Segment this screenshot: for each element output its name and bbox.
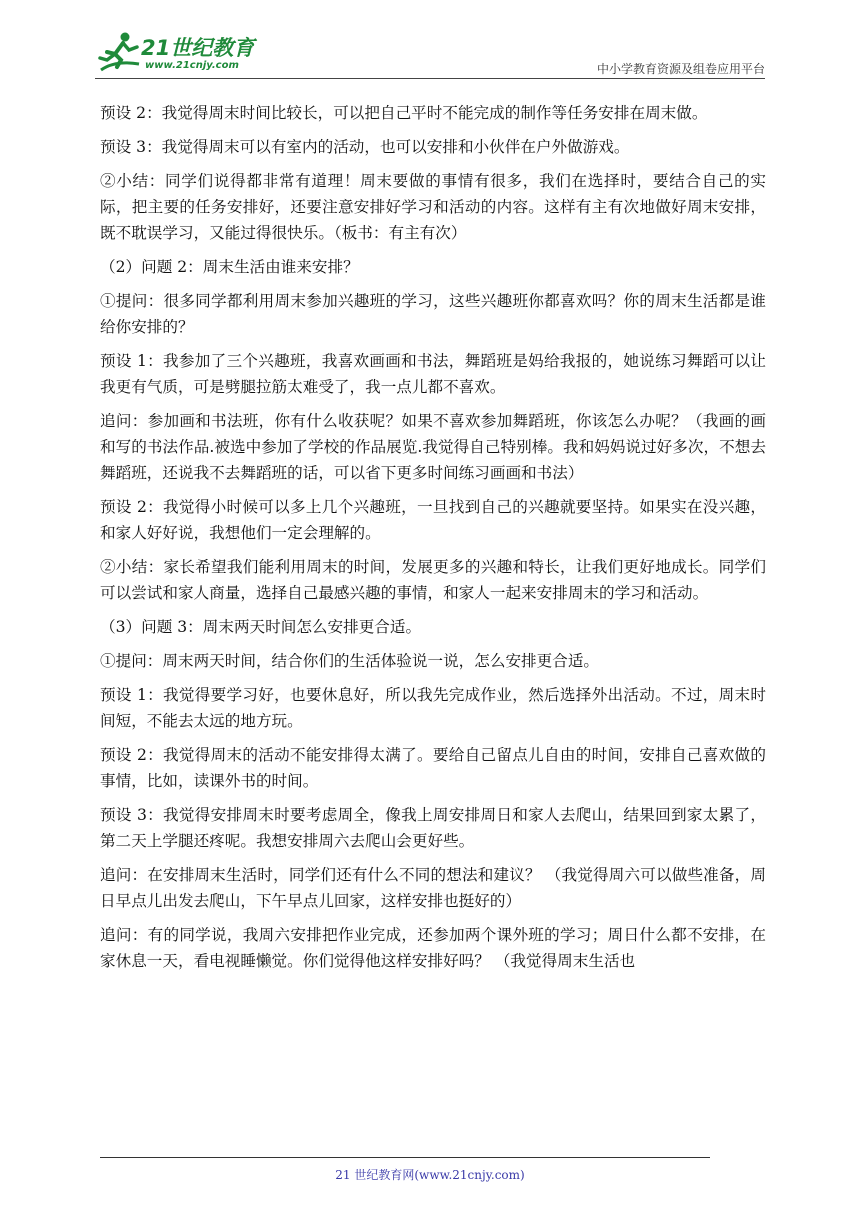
header-divider	[95, 78, 765, 79]
paragraph: ②小结：同学们说得都非常有道理！周末要做的事情有很多，我们在选择时，要结合自己的实际，把主要的任务安排好，还要注意安排好学习和活动的内容。这样有主有次地做好周末安排，既不耽误学习，又能过得很快乐。（板书：有主有次）	[100, 172, 766, 242]
paragraph: 追问：参加画和书法班，你有什么收获呢？如果不喜欢参加舞蹈班，你该怎么办呢？（我画的画和写的书法作品.被选中参加了学校的作品展览.我觉得自己特别棒。我和妈妈说过好多次，不想去舞蹈班，还说我不去舞蹈班的话，可以省下更多时间练习画画和书法）	[100, 412, 766, 482]
page-header	[95, 30, 765, 80]
paragraph: 预设 2：我觉得周末的活动不能安排得太满了。要给自己留点儿自由的时间，安排自己喜欢做的事情，比如，读课外书的时间。	[100, 746, 766, 790]
logo-text: 21世纪教育	[141, 36, 255, 60]
paragraph: 预设 1：我觉得要学习好，也要休息好，所以我先完成作业，然后选择外出活动。不过，周末时间短，不能去太远的地方玩。	[100, 686, 766, 730]
footer-link[interactable]: 21 世纪教育网(www.21cnjy.com)	[335, 1168, 525, 1182]
paragraph: ①提问：周末两天时间，结合你们的生活体验说一说，怎么安排更合适。	[100, 652, 600, 670]
paragraph: ①提问：很多同学都利用周末参加兴趣班的学习，这些兴趣班你都喜欢吗？你的周末生活都是谁给你安排的？	[100, 292, 766, 336]
document-body	[100, 100, 766, 982]
logo-url: www.21cnjy.com	[145, 60, 239, 71]
footer-divider	[100, 1157, 710, 1158]
paragraph: 追问：在安排周末生活时，同学们还有什么不同的想法和建议？ （我觉得周六可以做些准备，周日早点儿出发去爬山，下午早点儿回家，这样安排也挺好的）	[100, 866, 766, 910]
platform-title: 中小学教育资源及组卷应用平台	[596, 62, 765, 76]
paragraph: ②小结：家长希望我们能利用周末的时间，发展更多的兴趣和特长，让我们更好地成长。同学们可以尝试和家人商量，选择自己最感兴趣的事情，和家人一起来安排周末的学习和活动。	[100, 558, 766, 602]
paragraph: 预设 3：我觉得安排周末时要考虑周全，像我上周安排周日和家人去爬山，结果回到家太累了，第二天上学腿还疼呢。我想安排周六去爬山会更好些。	[100, 806, 766, 850]
paragraph: 追问：有的同学说，我周六安排把作业完成，还参加两个课外班的学习；周日什么都不安排，在家休息一天，看电视睡懒觉。你们觉得他这样安排好吗？ （我觉得周末生活也	[100, 926, 766, 970]
paragraph: 预设 2：我觉得小时候可以多上几个兴趣班，一旦找到自己的兴趣就要坚持。如果实在没兴趣，和家人好好说，我想他们一定会理解的。	[100, 498, 766, 542]
paragraph: 预设 2：我觉得周末时间比较长，可以把自己平时不能完成的制作等任务安排在周末做。	[100, 104, 708, 122]
paragraph: （3）问题 3：周末两天时间怎么安排更合适。	[100, 618, 422, 636]
site-logo[interactable]	[95, 30, 265, 76]
runner-logo-icon	[95, 30, 143, 76]
paragraph: 预设 3：我觉得周末可以有室内的活动，也可以安排和小伙伴在户外做游戏。	[100, 138, 630, 156]
paragraph: （2）问题 2：周末生活由谁来安排？	[100, 258, 359, 276]
paragraph: 预设 1：我参加了三个兴趣班，我喜欢画画和书法，舞蹈班是妈给我报的，她说练习舞蹈可以让我更有气质，可是劈腿拉筋太难受了，我一点儿都不喜欢。	[100, 352, 766, 396]
